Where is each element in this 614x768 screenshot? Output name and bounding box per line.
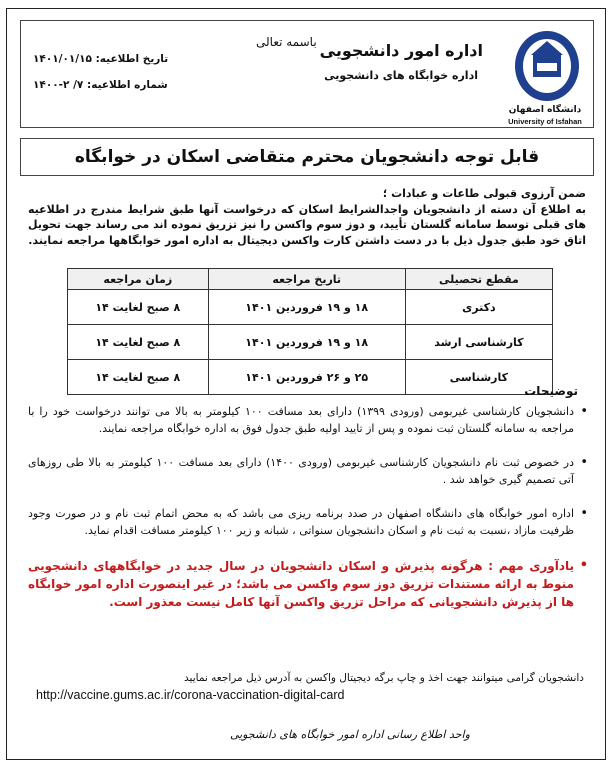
table-cell: ۸ صبح لغایت ۱۴ xyxy=(68,325,209,360)
table-cell: کارشناسی ارشد xyxy=(405,325,552,360)
headline-box xyxy=(20,138,594,176)
vaccine-card-url[interactable]: http://vaccine.gums.ac.ir/corona-vaccination-digital-card xyxy=(36,688,345,702)
bullet-icon: • xyxy=(580,404,588,419)
headline: قابل توجه دانشجویان محترم متقاضی اسکان در خوابگاه xyxy=(74,147,540,167)
letterhead xyxy=(20,20,594,128)
schedule-table xyxy=(67,268,553,395)
bullet-icon: • xyxy=(579,558,588,573)
intro-paragraph xyxy=(28,186,586,248)
list-item xyxy=(28,455,588,488)
intro-body: به اطلاع آن دسته از دانشجویان واجدالشرایط اسکان که درخواست آنها طبق شرایط مندرج در اطلاعیه های قبلی توسط سامانه گلستان تأیید، و دوز سوم واکسن را نیز تزریق نموده اند می رساند جهت تحویل اتاق خود طبق جدول ذیل با در دست داشتن کارت واکسن دیجیتال به اداره امور خوابگاهها مراجعه نمایند. xyxy=(28,202,586,247)
explanations-title: توضیحات xyxy=(524,384,578,398)
university-logo-icon xyxy=(513,29,581,103)
table-cell: ۸ صبح لغایت ۱۴ xyxy=(68,290,209,325)
closing-note: دانشجویان گرامی میتوانند جهت اخذ و چاپ برگه دیجیتال واکسن به آدرس ذیل مراجعه نمایید xyxy=(184,672,584,684)
basmala: باسمه تعالی xyxy=(256,35,317,49)
table-row xyxy=(68,325,553,360)
university-name-en: University of Isfahan xyxy=(508,117,582,126)
table-row xyxy=(68,360,553,395)
intro-greeting: ضمن آرزوی قبولی طاعات و عبادات ؛ xyxy=(382,187,586,200)
table-cell: کارشناسی xyxy=(405,360,552,395)
important-reminder xyxy=(28,557,588,611)
important-reminder-text: یادآوری مهم : هرگونه پذیرش و اسکان دانشجویان در سال جدید در خوابگاههای دانشجویی منوط به ارائه مستندات تزریق دوز سوم واکسن می باشد؛ در غیر اینصورت اداره امور خوابگاه ها از پذیرش دانشجویانی که مراحل تزریق واکسن آنها کامل نیست معذور است. xyxy=(28,559,574,609)
list-item xyxy=(28,506,588,539)
list-item-text: اداره امور خوابگاه های دانشگاه اصفهان در صدد برنامه ریزی می باشد که به محض اتمام ثبت نام و در صورت وجود ظرفیت مازاد ،نسبت به ثبت نام و اسکان دانشجویان سنواتی ، شبانه و زیر ۱۰۰ کیلومتر مسافت اقدام نماید. xyxy=(28,507,574,537)
list-item xyxy=(28,404,588,437)
table-row xyxy=(68,290,553,325)
table-cell: دکتری xyxy=(405,290,552,325)
table-cell: ۱۸ و ۱۹ فروردین ۱۴۰۱ xyxy=(208,290,405,325)
bullet-icon: • xyxy=(580,455,588,470)
table-header: تاریخ مراجعه xyxy=(208,269,405,290)
bullet-icon: • xyxy=(580,506,588,521)
university-name-fa: دانشگاه اصفهان xyxy=(508,105,582,115)
department-subtitle: اداره خوابگاه های دانشجویی xyxy=(324,69,478,82)
table-header: زمان مراجعه xyxy=(68,269,209,290)
announcement-number: شماره اطلاعیه: ۷/ ۲-۱۴۰۰ xyxy=(33,79,168,91)
footer-signature: واحد اطلاع رسانی اداره امور خوابگاه های دانشجویی xyxy=(230,728,470,741)
department-title: اداره امور دانشجویی xyxy=(319,41,483,60)
table-cell: ۲۵ و ۲۶ فروردین ۱۴۰۱ xyxy=(208,360,405,395)
list-item-text: در خصوص ثبت نام دانشجویان کارشناسی غیربومی (ورودی ۱۴۰۰) دارای بعد مسافت ۱۰۰ کیلومتر به بالا طی روزهای آتی تصمیم گیری خواهد شد . xyxy=(28,456,575,486)
table-header-row xyxy=(68,269,553,290)
table-cell: ۱۸ و ۱۹ فروردین ۱۴۰۱ xyxy=(208,325,405,360)
explanations-list xyxy=(28,404,588,615)
table-header: مقطع تحصیلی xyxy=(405,269,552,290)
list-item-text: دانشجویان کارشناسی غیربومی (ورودی ۱۳۹۹) دارای بعد مسافت ۱۰۰ کیلومتر به بالا می توانند درخواست خود را با مراجعه به سامانه گلستان ثبت نموده و پس از تایید اولیه طبق جدول فوق به اداره خوابگاه مراجعه نمایند. xyxy=(28,405,575,435)
table-cell: ۸ صبح لغایت ۱۴ xyxy=(68,360,209,395)
announcement-date: تاریخ اطلاعیه: ۱۴۰۱/۰۱/۱۵ xyxy=(33,53,169,65)
